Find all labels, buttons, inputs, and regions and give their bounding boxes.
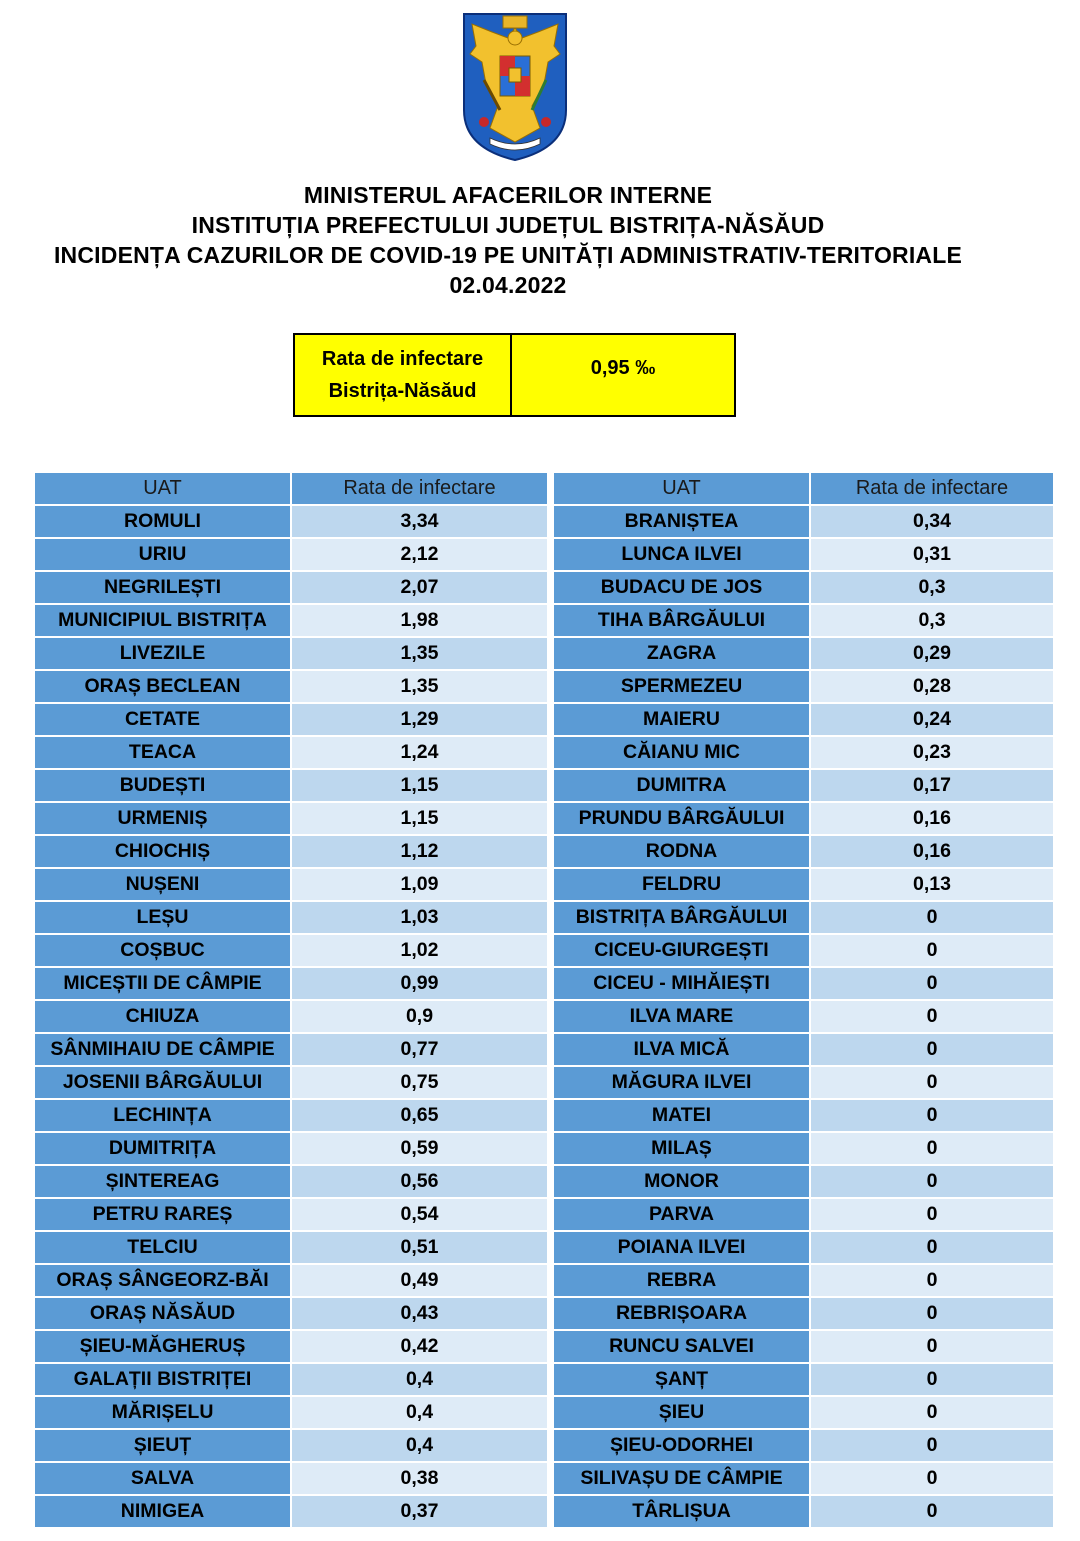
infection-rate-cell: 0,28: [811, 671, 1053, 702]
infection-rate-cell: 0: [811, 1331, 1053, 1362]
uat-name-cell: ORAȘ NĂSĂUD: [35, 1298, 292, 1329]
table-row: [554, 1265, 1053, 1296]
uat-name-cell: MĂGURA ILVEI: [554, 1067, 811, 1098]
table-row: [554, 1067, 1053, 1098]
infection-rate-cell: 0: [811, 1430, 1053, 1461]
infection-rate-cell: 0,51: [292, 1232, 547, 1263]
uat-name-cell: URIU: [35, 539, 292, 570]
infection-rate-cell: 0: [811, 1166, 1053, 1197]
column-header-rate: Rata de infectare: [292, 473, 547, 504]
infection-rate-cell: 0: [811, 1298, 1053, 1329]
table-row: [554, 737, 1053, 768]
table-row: [554, 968, 1053, 999]
uat-name-cell: TIHA BÂRGĂULUI: [554, 605, 811, 636]
infection-rate-cell: 1,12: [292, 836, 547, 867]
table-row: [35, 1430, 547, 1461]
column-header-uat: UAT: [35, 473, 292, 504]
uat-name-cell: ILVA MICĂ: [554, 1034, 811, 1065]
county-rate-label-line1: Rata de infectare: [321, 348, 484, 370]
infection-rate-cell: 0: [811, 1034, 1053, 1065]
infection-rate-cell: 0,17: [811, 770, 1053, 801]
table-header-row: [554, 473, 1053, 504]
uat-name-cell: TÂRLIȘUA: [554, 1496, 811, 1527]
table-header-row: [35, 473, 547, 504]
infection-rate-cell: 0: [811, 1100, 1053, 1131]
uat-name-cell: CICEU - MIHĂIEȘTI: [554, 968, 811, 999]
table-row: [35, 572, 547, 603]
table-row: [35, 902, 547, 933]
infection-rate-cell: 0: [811, 1397, 1053, 1428]
table-row: [35, 1034, 547, 1065]
infection-rate-cell: 0: [811, 1199, 1053, 1230]
uat-name-cell: NIMIGEA: [35, 1496, 292, 1527]
infection-rate-cell: 0,54: [292, 1199, 547, 1230]
uat-name-cell: ȘIEUȚ: [35, 1430, 292, 1461]
infection-rate-cell: 1,98: [292, 605, 547, 636]
infection-rate-cell: 0,29: [811, 638, 1053, 669]
uat-name-cell: PRUNDU BÂRGĂULUI: [554, 803, 811, 834]
infection-rate-cell: 0,56: [292, 1166, 547, 1197]
table-row: [35, 539, 547, 570]
table-row: [35, 704, 547, 735]
infection-rate-cell: 1,15: [292, 770, 547, 801]
infection-rate-cell: 0,13: [811, 869, 1053, 900]
uat-name-cell: GALAȚII BISTRIȚEI: [35, 1364, 292, 1395]
infection-rate-cell: 1,09: [292, 869, 547, 900]
table-row: [554, 1397, 1053, 1428]
table-row: [35, 506, 547, 537]
infection-rate-cell: 0: [811, 968, 1053, 999]
uat-name-cell: BISTRIȚA BÂRGĂULUI: [554, 902, 811, 933]
infection-rate-cell: 0,3: [811, 605, 1053, 636]
table-row: [554, 605, 1053, 636]
table-row: [35, 968, 547, 999]
table-row: [35, 770, 547, 801]
uat-name-cell: COȘBUC: [35, 935, 292, 966]
table-row: [554, 803, 1053, 834]
infection-rate-cell: 0,37: [292, 1496, 547, 1527]
infection-rate-cell: 1,29: [292, 704, 547, 735]
uat-name-cell: CICEU-GIURGEȘTI: [554, 935, 811, 966]
infection-rate-cell: 0,75: [292, 1067, 547, 1098]
uat-name-cell: POIANA ILVEI: [554, 1232, 811, 1263]
table-row: [35, 1232, 547, 1263]
infection-rate-cell: 0: [811, 1133, 1053, 1164]
table-row: [554, 1100, 1053, 1131]
uat-name-cell: SPERMEZEU: [554, 671, 811, 702]
infection-rate-cell: 1,35: [292, 638, 547, 669]
infection-rate-cell: 0: [811, 1265, 1053, 1296]
table-row: [35, 1199, 547, 1230]
uat-name-cell: ȘIEU: [554, 1397, 811, 1428]
prefecture-title: INSTITUȚIA PREFECTULUI JUDEȚUL BISTRIȚA-NĂSĂUD: [191, 212, 825, 238]
infection-rate-cell: 0,65: [292, 1100, 547, 1131]
county-rate-box: [293, 333, 736, 417]
uat-name-cell: NUȘENI: [35, 869, 292, 900]
left-incidence-table: [35, 471, 547, 1529]
uat-name-cell: PARVA: [554, 1199, 811, 1230]
infection-rate-cell: 2,07: [292, 572, 547, 603]
uat-name-cell: MUNICIPIUL BISTRIȚA: [35, 605, 292, 636]
uat-name-cell: ȘINTEREAG: [35, 1166, 292, 1197]
table-row: [554, 935, 1053, 966]
table-row: [554, 1166, 1053, 1197]
table-row: [554, 836, 1053, 867]
uat-name-cell: LECHINȚA: [35, 1100, 292, 1131]
infection-rate-cell: 0,77: [292, 1034, 547, 1065]
uat-name-cell: ȘIEU-ODORHEI: [554, 1430, 811, 1461]
table-row: [554, 1430, 1053, 1461]
table-row: [35, 638, 547, 669]
uat-name-cell: BUDACU DE JOS: [554, 572, 811, 603]
infection-rate-cell: 0: [811, 1463, 1053, 1494]
infection-rate-cell: 0,3: [811, 572, 1053, 603]
table-row: [35, 1265, 547, 1296]
column-header-rate: Rata de infectare: [811, 473, 1053, 504]
infection-rate-cell: 0,31: [811, 539, 1053, 570]
table-row: [35, 1067, 547, 1098]
uat-name-cell: ILVA MARE: [554, 1001, 811, 1032]
uat-name-cell: CĂIANU MIC: [554, 737, 811, 768]
uat-name-cell: DUMITRA: [554, 770, 811, 801]
uat-name-cell: MONOR: [554, 1166, 811, 1197]
uat-name-cell: LUNCA ILVEI: [554, 539, 811, 570]
uat-name-cell: CHIUZA: [35, 1001, 292, 1032]
uat-name-cell: LEȘU: [35, 902, 292, 933]
uat-name-cell: SILIVAȘU DE CÂMPIE: [554, 1463, 811, 1494]
infection-rate-cell: 0,38: [292, 1463, 547, 1494]
uat-name-cell: NEGRILEȘTI: [35, 572, 292, 603]
ministry-title: MINISTERUL AFACERILOR INTERNE: [303, 182, 713, 208]
infection-rate-cell: 0: [811, 1232, 1053, 1263]
uat-name-cell: SÂNMIHAIU DE CÂMPIE: [35, 1034, 292, 1065]
uat-name-cell: URMENIȘ: [35, 803, 292, 834]
infection-rate-cell: 1,02: [292, 935, 547, 966]
uat-name-cell: TELCIU: [35, 1232, 292, 1263]
uat-name-cell: MAIERU: [554, 704, 811, 735]
document-header: [0, 180, 1016, 300]
table-row: [35, 935, 547, 966]
table-row: [554, 1463, 1053, 1494]
table-row: [554, 1133, 1053, 1164]
uat-name-cell: REBRA: [554, 1265, 811, 1296]
report-title: INCIDENȚA CAZURILOR DE COVID-19 PE UNITĂȚI ADMINISTRATIV-TERITORIALE: [53, 242, 963, 268]
infection-rate-cell: 0,49: [292, 1265, 547, 1296]
uat-name-cell: CETATE: [35, 704, 292, 735]
table-row: [35, 605, 547, 636]
infection-rate-cell: 0,4: [292, 1397, 547, 1428]
table-row: [554, 572, 1053, 603]
uat-name-cell: JOSENII BÂRGĂULUI: [35, 1067, 292, 1098]
table-row: [35, 1463, 547, 1494]
uat-name-cell: ROMULI: [35, 506, 292, 537]
table-row: [554, 1331, 1053, 1362]
infection-rate-cell: 0: [811, 1001, 1053, 1032]
infection-rate-cell: 1,24: [292, 737, 547, 768]
column-header-uat: UAT: [554, 473, 811, 504]
infection-rate-cell: 1,03: [292, 902, 547, 933]
uat-name-cell: MICEȘTII DE CÂMPIE: [35, 968, 292, 999]
uat-name-cell: LIVEZILE: [35, 638, 292, 669]
table-row: [35, 803, 547, 834]
county-rate-label: [295, 335, 512, 415]
uat-name-cell: MATEI: [554, 1100, 811, 1131]
table-row: [554, 1034, 1053, 1065]
uat-name-cell: ORAȘ BECLEAN: [35, 671, 292, 702]
infection-rate-cell: 0,23: [811, 737, 1053, 768]
table-row: [554, 1364, 1053, 1395]
infection-rate-cell: 0: [811, 1496, 1053, 1527]
table-row: [35, 1364, 547, 1395]
uat-name-cell: BUDEȘTI: [35, 770, 292, 801]
infection-rate-cell: 0,16: [811, 803, 1053, 834]
infection-rate-cell: 0,9: [292, 1001, 547, 1032]
table-row: [554, 671, 1053, 702]
table-row: [554, 770, 1053, 801]
infection-rate-cell: 0: [811, 1364, 1053, 1395]
uat-name-cell: DUMITRIȚA: [35, 1133, 292, 1164]
infection-rate-cell: 0,43: [292, 1298, 547, 1329]
uat-name-cell: RODNA: [554, 836, 811, 867]
table-row: [554, 1232, 1053, 1263]
infection-rate-cell: 0,42: [292, 1331, 547, 1362]
infection-rate-cell: 3,34: [292, 506, 547, 537]
report-date: 02.04.2022: [449, 272, 567, 298]
infection-rate-cell: 1,35: [292, 671, 547, 702]
uat-name-cell: TEACA: [35, 737, 292, 768]
table-row: [554, 869, 1053, 900]
uat-name-cell: SALVA: [35, 1463, 292, 1494]
table-row: [35, 671, 547, 702]
uat-name-cell: PETRU RAREȘ: [35, 1199, 292, 1230]
infection-rate-cell: 1,15: [292, 803, 547, 834]
infection-rate-cell: 2,12: [292, 539, 547, 570]
infection-rate-cell: 0,59: [292, 1133, 547, 1164]
table-row: [554, 704, 1053, 735]
uat-name-cell: REBRIȘOARA: [554, 1298, 811, 1329]
infection-rate-cell: 0: [811, 902, 1053, 933]
table-row: [35, 1298, 547, 1329]
uat-name-cell: MILAȘ: [554, 1133, 811, 1164]
table-row: [35, 869, 547, 900]
right-incidence-table: [554, 471, 1053, 1529]
table-row: [554, 1199, 1053, 1230]
uat-name-cell: ȘANȚ: [554, 1364, 811, 1395]
table-row: [35, 1133, 547, 1164]
table-row: [554, 638, 1053, 669]
uat-name-cell: ZAGRA: [554, 638, 811, 669]
table-row: [554, 902, 1053, 933]
uat-name-cell: BRANIȘTEA: [554, 506, 811, 537]
uat-name-cell: CHIOCHIȘ: [35, 836, 292, 867]
coat-of-arms-logo: [460, 10, 570, 162]
infection-rate-cell: 0,34: [811, 506, 1053, 537]
table-row: [35, 737, 547, 768]
infection-rate-cell: 0: [811, 935, 1053, 966]
table-row: [35, 1496, 547, 1527]
infection-rate-cell: 0: [811, 1067, 1053, 1098]
uat-name-cell: ȘIEU-MĂGHERUȘ: [35, 1331, 292, 1362]
infection-rate-cell: 0,24: [811, 704, 1053, 735]
table-row: [35, 1166, 547, 1197]
table-row: [554, 1496, 1053, 1527]
uat-name-cell: FELDRU: [554, 869, 811, 900]
infection-rate-cell: 0,16: [811, 836, 1053, 867]
table-row: [554, 539, 1053, 570]
uat-name-cell: ORAȘ SÂNGEORZ-BĂI: [35, 1265, 292, 1296]
table-row: [35, 1397, 547, 1428]
infection-rate-cell: 0,99: [292, 968, 547, 999]
table-row: [35, 1100, 547, 1131]
infection-rate-cell: 0,4: [292, 1364, 547, 1395]
table-row: [554, 1298, 1053, 1329]
county-rate-label-line2: Bistrița-Năsăud: [328, 380, 477, 402]
table-row: [35, 1001, 547, 1032]
uat-name-cell: RUNCU SALVEI: [554, 1331, 811, 1362]
table-row: [554, 506, 1053, 537]
infection-rate-cell: 0,4: [292, 1430, 547, 1461]
uat-name-cell: MĂRIȘELU: [35, 1397, 292, 1428]
table-row: [35, 1331, 547, 1362]
table-row: [35, 836, 547, 867]
county-rate-value: 0,95 ‰: [590, 356, 656, 379]
table-row: [554, 1001, 1053, 1032]
